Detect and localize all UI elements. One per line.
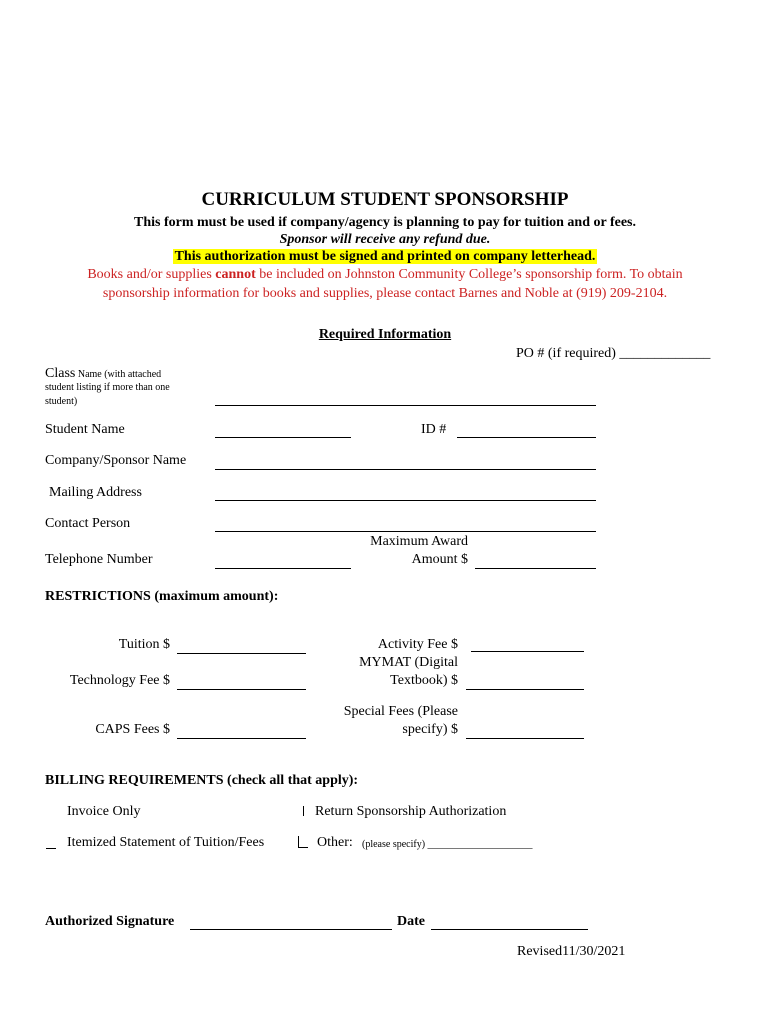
notice-cannot: cannot [215,267,256,282]
mailing-label: Mailing Address [49,485,142,500]
special-field[interactable] [466,738,584,739]
billing-heading: BILLING REQUIREMENTS (check all that apply): [45,773,359,788]
date-field[interactable] [431,929,588,930]
required-heading: Required Information [318,327,452,342]
books-notice-line2: sponsorship information for books and supplies, please contact Barnes and Noble at (919) 209-2104. [102,286,668,301]
letterhead-note [0,249,770,265]
books-notice-line1 [0,267,770,283]
date-label: Date [397,914,425,929]
revised-date: Revised11/30/2021 [517,944,626,959]
caps-label: CAPS Fees $ [95,722,170,737]
company-label: Company/Sponsor Name [45,453,187,468]
telephone-label: Telephone Number [45,552,153,567]
tuition-label: Tuition $ [118,637,170,652]
itemized-label: Itemized Statement of Tuition/Fees [67,835,265,850]
return-auth-label: Return Sponsorship Authorization [315,804,507,819]
auth-signature-label: Authorized Signature [45,914,175,929]
activity-label: Activity Fee $ [377,637,458,652]
return-auth-checkbox[interactable] [303,806,304,816]
activity-field[interactable] [471,651,584,652]
mailing-field[interactable] [215,500,596,501]
student-name-label: Student Name [45,422,125,437]
invoice-label: Invoice Only [67,804,141,819]
tuition-field[interactable] [177,653,306,654]
id-field[interactable] [457,437,596,438]
company-field[interactable] [215,469,596,470]
class-hint-3: student) [45,396,78,407]
highlighted-text: This authorization must be signed and printed on company letterhead. [174,249,596,264]
id-label: ID # [421,422,447,437]
notice-text-b: be included on Johnston Community College’s sponsorship form. To obtain [255,267,683,282]
telephone-field[interactable] [215,568,351,569]
class-hint-1: Name (with attached [75,369,162,380]
class-label: Class [45,366,76,381]
special-label-2: specify) $ [402,722,458,737]
contact-field[interactable] [215,531,596,532]
refund-note: Sponsor will receive any refund due. [279,232,491,247]
mymat-label-1: MYMAT (Digital [359,655,458,670]
technology-label: Technology Fee $ [69,673,170,688]
caps-field[interactable] [177,738,306,739]
page-title: CURRICULUM STUDENT SPONSORSHIP [201,189,569,210]
other-specify-field[interactable]: (please specify) _____________________ [362,839,533,850]
class-name-field[interactable] [215,405,596,406]
technology-field[interactable] [177,689,306,690]
restrictions-heading: RESTRICTIONS (maximum amount): [45,589,279,604]
mymat-label-2: Textbook) $ [390,673,458,688]
notice-text-a: Books and/or supplies [87,267,216,282]
mymat-field[interactable] [466,689,584,690]
itemized-checkbox[interactable] [46,848,56,849]
max-award-label-1: Maximum Award [370,534,468,549]
contact-label: Contact Person [45,516,131,531]
student-name-field[interactable] [215,437,351,438]
class-hint-2: student listing if more than one [45,382,170,393]
max-award-label-2: Amount $ [411,552,468,567]
usage-note: This form must be used if company/agency is planning to pay for tuition and or fees. [134,215,636,230]
other-checkbox[interactable] [298,836,308,848]
auth-signature-field[interactable] [190,929,392,930]
po-field[interactable]: PO # (if required) _____________ [516,346,711,361]
max-award-field[interactable] [475,568,596,569]
other-label: Other: [317,835,353,850]
special-label-1: Special Fees (Please [343,704,458,719]
